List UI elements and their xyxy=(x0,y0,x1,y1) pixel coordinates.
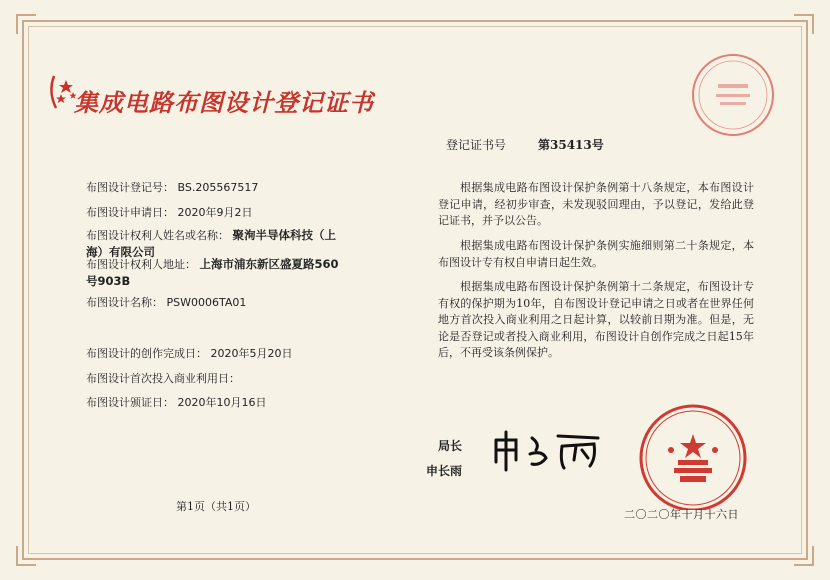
field-issue-date xyxy=(86,395,267,411)
field-label: 布图设计登记号： xyxy=(86,181,174,194)
field-label: 布图设计颁证日： xyxy=(86,396,174,409)
field-application-date xyxy=(86,205,253,221)
handwritten-signature-icon xyxy=(490,428,610,472)
field-label: 布图设计的创作完成日： xyxy=(86,347,207,360)
field-label: 布图设计权利人姓名或名称： xyxy=(86,229,229,242)
signatory-title: 局长 xyxy=(438,439,463,453)
field-value: 2020年10月16日 xyxy=(177,396,267,409)
field-value: PSW0006TA01 xyxy=(166,296,247,309)
paragraph-registration: 根据集成电路布图设计保护条例第十八条规定，本布图设计登记申请，经初步审查，未发现驳回理由，予以登记，发给此登记证书，并予以公告。 xyxy=(438,181,754,227)
field-value: 上海市浦东新区盛夏路560 xyxy=(199,257,339,271)
field-label: 布图设计名称： xyxy=(86,296,163,309)
field-value: 2020年9月2日 xyxy=(177,206,253,219)
field-value: 2020年5月20日 xyxy=(210,347,293,360)
stamp-icon xyxy=(690,52,776,138)
signatory-name: 申长雨 xyxy=(426,464,463,478)
field-label: 布图设计申请日： xyxy=(86,206,174,219)
certificate-title: 集成电路布图设计登记证书 xyxy=(74,89,374,117)
field-owner-address xyxy=(86,256,339,290)
field-creation-date xyxy=(86,346,293,362)
paragraph-effective: 根据集成电路布图设计保护条例实施细则第二十条规定，本布图设计专有权自申请日起生效。 xyxy=(438,239,754,269)
field-value-continued: 号903B xyxy=(86,274,131,288)
official-seal-icon xyxy=(628,398,758,510)
page-number: 第1页（共1页） xyxy=(176,500,256,513)
paragraph-protection-term: 根据集成电路布图设计保护条例第十二条规定，布图设计专有权的保护期为10年，自布图设计登记申请之日或者在世界任何地方首次投入商业利用之日起计算，以较前日期为准。但是，无论是否登记或者投入商业利用，布图设计自创作完成之日起15年后，不再受该条例保护。 xyxy=(438,280,754,359)
field-design-name xyxy=(86,295,246,311)
field-value-continued: 海）有限公司 xyxy=(86,245,155,259)
field-label: 布图设计权利人地址： xyxy=(86,258,196,271)
field-value: 聚洵半导体科技（上 xyxy=(232,228,336,242)
issue-date: 二〇二〇年十月十六日 xyxy=(624,508,739,521)
field-commercial-use-date xyxy=(86,371,240,387)
registration-number: 第35413号 xyxy=(538,138,604,152)
registration-label: 登记证书号 xyxy=(446,138,507,152)
field-registration-no xyxy=(86,180,258,196)
field-label: 布图设计首次投入商业利用日： xyxy=(86,372,240,385)
field-value: BS.205567517 xyxy=(177,181,259,194)
